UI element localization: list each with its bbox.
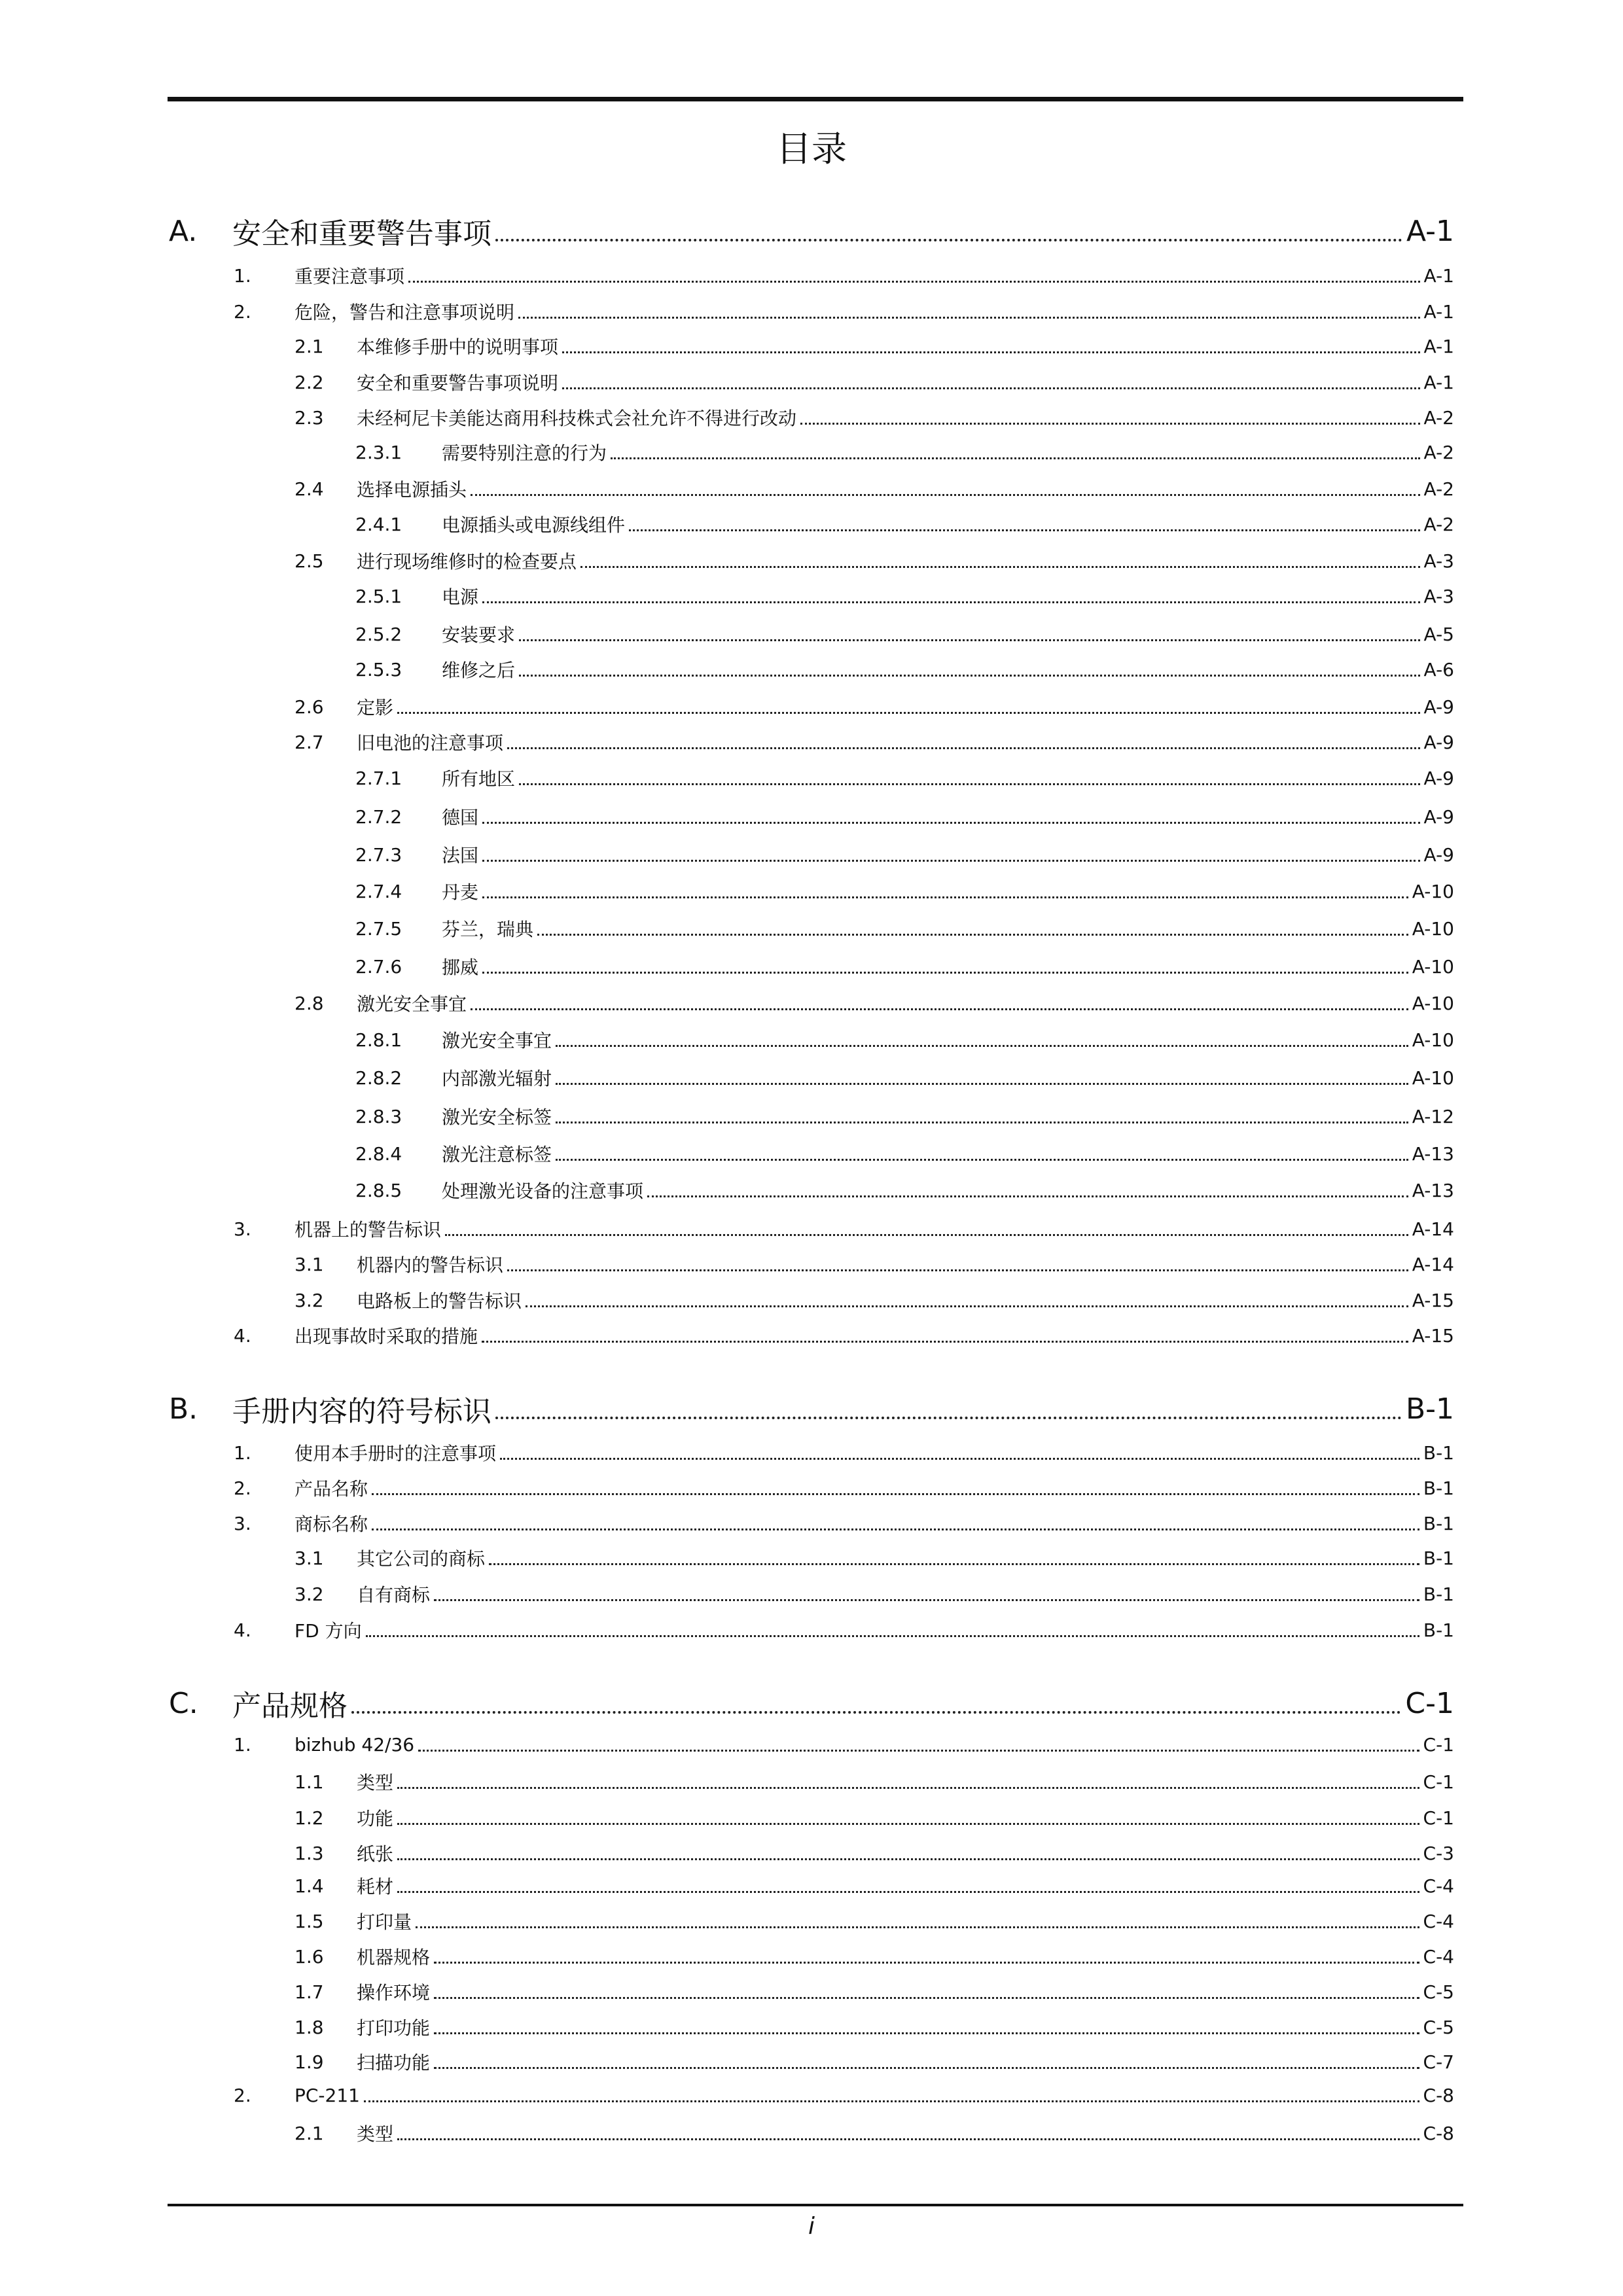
toc-entry[interactable] — [0, 1099, 1623, 1133]
toc-entry-page: A-6 — [1423, 658, 1454, 680]
dot-leader — [629, 529, 1420, 531]
toc-entry-title: 机器规格 — [357, 1947, 431, 1968]
dot-leader — [397, 1823, 1419, 1825]
toc-chapter[interactable] — [0, 1680, 1623, 1726]
toc-entry-page: A-13 — [1412, 1142, 1454, 1165]
toc-entry-number: 2.5.2 — [355, 623, 402, 645]
dot-leader — [507, 1269, 1408, 1271]
dot-leader — [434, 1599, 1419, 1601]
toc-entry-number: 2.5.1 — [355, 585, 402, 607]
toc-entry[interactable] — [0, 1869, 1623, 1903]
toc-entry-page: A-9 — [1423, 731, 1454, 753]
dot-leader — [489, 1563, 1419, 1565]
dot-leader — [482, 896, 1408, 898]
toc-entry-title: 激光安全标签 — [442, 1106, 552, 1128]
toc-entry-number: 2.8.2 — [355, 1067, 402, 1089]
toc-entry-title: 法国 — [442, 845, 479, 866]
dot-leader — [519, 639, 1420, 641]
toc-entry-page: C-4 — [1423, 1945, 1454, 1968]
toc-entry-number: 1.5 — [294, 1910, 324, 1932]
toc-entry[interactable] — [0, 258, 1623, 292]
top-rule — [168, 97, 1463, 101]
toc-entry-page: B-1 — [1423, 1477, 1454, 1499]
toc-entry-title: 旧电池的注意事项 — [357, 732, 504, 754]
dot-leader — [397, 1787, 1419, 1789]
toc-entry-page: C-4 — [1423, 1875, 1454, 1897]
toc-entry-page: A-14 — [1412, 1218, 1454, 1240]
toc-entry-page: A-15 — [1412, 1324, 1454, 1347]
dot-leader — [434, 1997, 1419, 1999]
toc-entry-number: 2.8.3 — [355, 1105, 402, 1127]
toc-entry-title: 电路板上的警告标识 — [357, 1290, 522, 1312]
dot-leader — [519, 783, 1420, 785]
dot-leader — [416, 1926, 1419, 1928]
toc-entry-title: 丹麦 — [442, 881, 479, 903]
dot-leader — [482, 601, 1420, 603]
toc-entry-page: B-1 — [1423, 1512, 1454, 1534]
toc-entry-page: A-9 — [1423, 805, 1454, 828]
toc-entry-title: 操作环境 — [357, 1982, 431, 2004]
toc-entry[interactable] — [0, 1801, 1623, 1835]
toc-entry-number: 2.7.2 — [355, 805, 402, 828]
toc-entry-title: 其它公司的商标 — [357, 1548, 486, 1570]
toc-entry-page: C-3 — [1423, 1842, 1454, 1864]
toc-entry-page: A-2 — [1423, 441, 1454, 463]
toc-entry-page: A-2 — [1423, 406, 1454, 429]
dot-leader — [397, 1891, 1419, 1893]
dot-leader — [482, 822, 1420, 824]
toc-entry-page: A-15 — [1412, 1289, 1454, 1311]
dot-leader — [537, 934, 1408, 936]
toc-entry-title: 打印功能 — [357, 2017, 431, 2039]
page-title: 目录 — [776, 128, 847, 169]
toc-entry-number: 2.8 — [294, 992, 324, 1014]
toc-entry-title: 纸张 — [357, 1843, 394, 1865]
toc-entry[interactable] — [0, 1023, 1623, 1057]
toc-entry-page: A-3 — [1423, 550, 1454, 572]
toc-entry-title: 重要注意事项 — [294, 266, 405, 287]
toc-entry-number: 1. — [234, 264, 251, 287]
toc-entry[interactable] — [0, 911, 1623, 945]
toc-entry[interactable] — [0, 1247, 1623, 1281]
toc-entry-page: B-1 — [1423, 1547, 1454, 1569]
toc-entry-page: A-14 — [1412, 1253, 1454, 1275]
toc-entry[interactable] — [0, 2045, 1623, 2079]
toc-entry-number: 1. — [234, 1441, 251, 1464]
toc-entry-page: C-4 — [1423, 1910, 1454, 1932]
dot-leader — [611, 457, 1420, 459]
toc-entry-page: C-7 — [1423, 2051, 1454, 2073]
dot-leader — [434, 1962, 1419, 1964]
toc-entry-page: C-1 — [1423, 1771, 1454, 1793]
toc-entry-number: 4. — [234, 1619, 251, 1641]
toc-entry-number: 2.7 — [294, 731, 324, 753]
toc-entry[interactable] — [0, 1975, 1623, 2009]
toc-entry[interactable] — [0, 949, 1623, 983]
toc-entry-number: 2.4.1 — [355, 513, 402, 535]
dot-leader — [495, 1417, 1402, 1419]
toc-entry-page: A-1 — [1423, 371, 1454, 393]
toc-entry-title: 维修之后 — [442, 660, 516, 681]
dot-leader — [800, 423, 1420, 425]
toc-entry[interactable] — [0, 1283, 1623, 1317]
dot-leader — [507, 747, 1420, 749]
toc-entry[interactable] — [0, 1471, 1623, 1505]
dot-leader — [397, 2138, 1419, 2140]
dot-leader — [364, 2100, 1419, 2102]
toc-entry-title: 扫描功能 — [357, 2052, 431, 2074]
toc-entry-title: 产品规格 — [232, 1689, 348, 1723]
toc-entry[interactable] — [0, 329, 1623, 363]
toc-entry[interactable] — [0, 2010, 1623, 2044]
toc-entry-page: A-1 — [1423, 264, 1454, 287]
toc-entry-number: 3. — [234, 1218, 251, 1240]
toc-entry-number: 2.7.5 — [355, 917, 402, 940]
toc-entry-number: 1.3 — [294, 1842, 324, 1864]
toc-entry-page: A-10 — [1412, 880, 1454, 902]
toc-entry[interactable] — [0, 365, 1623, 399]
toc-entry[interactable] — [0, 472, 1623, 506]
toc-entry[interactable] — [0, 544, 1623, 578]
toc-chapter[interactable] — [0, 1386, 1623, 1432]
toc-entry-number: 3. — [234, 1512, 251, 1534]
toc-entry-number: 1.6 — [294, 1945, 324, 1968]
toc-entry[interactable] — [0, 800, 1623, 834]
dot-leader — [351, 1711, 1401, 1714]
dot-leader — [397, 1858, 1419, 1860]
toc-entry[interactable] — [0, 1137, 1623, 1171]
toc-entry-number: 2. — [234, 1477, 251, 1499]
toc-entry-page: C-1 — [1405, 1686, 1454, 1720]
toc-entry[interactable] — [0, 1436, 1623, 1470]
dot-leader — [445, 1234, 1408, 1236]
toc-entry[interactable] — [0, 435, 1623, 469]
toc-entry-page: C-8 — [1423, 2084, 1454, 2106]
dot-leader — [500, 1458, 1419, 1460]
toc-chapter[interactable] — [0, 208, 1623, 254]
toc-entry-title: 激光安全事宜 — [357, 993, 467, 1015]
toc-entry-title: FD 方向 — [294, 1620, 362, 1642]
toc-entry[interactable] — [0, 1212, 1623, 1246]
toc-entry[interactable] — [0, 874, 1623, 908]
toc-entry-title: 手册内容的符号标识 — [232, 1395, 491, 1428]
toc-entry-page: C-5 — [1423, 2016, 1454, 2038]
toc-entry-title: 所有地区 — [442, 768, 516, 790]
toc-entry-title: 机器上的警告标识 — [294, 1219, 442, 1241]
toc-entry-number: C. — [169, 1686, 198, 1720]
toc-entry-page: A-1 — [1423, 335, 1454, 357]
toc-entry-page: C-1 — [1423, 1807, 1454, 1829]
toc-entry[interactable] — [0, 579, 1623, 613]
dot-leader — [518, 317, 1420, 319]
toc-entry-title: 选择电源插头 — [357, 479, 467, 501]
toc-entry-number: 2.6 — [294, 696, 324, 718]
dot-leader — [556, 1159, 1408, 1161]
toc-entry[interactable] — [0, 986, 1623, 1020]
toc-entry-title: 自有商标 — [357, 1584, 431, 1606]
toc-entry-page: A-10 — [1412, 1067, 1454, 1089]
toc-entry-title: 激光注意标签 — [442, 1144, 552, 1165]
toc-entry-page: A-9 — [1423, 696, 1454, 718]
dot-leader — [397, 712, 1420, 714]
toc-entry-title: 打印量 — [357, 1911, 412, 1933]
dot-leader — [434, 2067, 1419, 2069]
toc-entry-number: A. — [169, 214, 198, 248]
dot-leader — [580, 566, 1420, 568]
toc-entry[interactable] — [0, 838, 1623, 872]
toc-entry-number: 2.4 — [294, 478, 324, 500]
dot-leader — [471, 494, 1420, 496]
toc-entry-page: A-9 — [1423, 843, 1454, 866]
toc-entry-number: 4. — [234, 1324, 251, 1347]
dot-leader — [434, 2032, 1419, 2034]
toc-entry-number: 2.5 — [294, 550, 324, 572]
toc-entry-title: 挪威 — [442, 957, 479, 978]
toc-entry[interactable] — [0, 1541, 1623, 1575]
toc-entry-title: 电源 — [442, 586, 479, 608]
toc-entry-page: B-1 — [1423, 1441, 1454, 1464]
dot-leader — [372, 1528, 1419, 1530]
toc-entry-page: B-1 — [1423, 1619, 1454, 1641]
toc-entry-page: C-5 — [1423, 1981, 1454, 2003]
page-number: i — [808, 2213, 815, 2240]
toc-entry-number: 2.7.4 — [355, 880, 402, 902]
toc-entry-page: A-9 — [1423, 767, 1454, 789]
toc-entry-number: 1. — [234, 1733, 251, 1756]
toc-entry-number: 2.1 — [294, 2122, 324, 2144]
toc-entry-number: 1.2 — [294, 1807, 324, 1829]
toc-entry-number: 2.7.3 — [355, 843, 402, 866]
toc-entry-page: A-12 — [1412, 1105, 1454, 1127]
toc-entry[interactable] — [0, 1173, 1623, 1207]
toc-entry[interactable] — [0, 1577, 1623, 1611]
toc-entry-title: 电源插头或电源线组件 — [442, 514, 626, 536]
toc-entry-title: 德国 — [442, 807, 479, 828]
toc-entry-page: A-10 — [1412, 955, 1454, 978]
dot-leader — [556, 1083, 1408, 1085]
toc-entry-number: 2. — [234, 300, 251, 323]
toc-entry[interactable] — [0, 400, 1623, 434]
dot-leader — [366, 1635, 1419, 1637]
toc-entry-title: 芬兰，瑞典 — [442, 919, 534, 940]
toc-entry[interactable] — [0, 2078, 1623, 2112]
toc-entry-page: A-5 — [1423, 623, 1454, 645]
toc-entry-title: 处理激光设备的注意事项 — [442, 1180, 644, 1202]
toc-entry-title: 安装要求 — [442, 624, 516, 646]
toc-entry[interactable] — [0, 1904, 1623, 1938]
toc-entry-page: A-10 — [1412, 1029, 1454, 1051]
dot-leader — [482, 972, 1408, 974]
dot-leader — [482, 860, 1420, 862]
dot-leader — [408, 281, 1420, 283]
dot-leader — [482, 1341, 1408, 1343]
dot-leader — [526, 1305, 1408, 1307]
toc-entry-title: 机器内的警告标识 — [357, 1254, 504, 1276]
dot-leader — [647, 1195, 1408, 1197]
toc-entry-number: 3.2 — [294, 1583, 324, 1605]
toc-entry-title: bizhub 42/36 — [294, 1733, 415, 1756]
toc-entry-page: A-13 — [1412, 1179, 1454, 1201]
toc-entry-title: 类型 — [357, 1772, 394, 1793]
toc-entry-title: 危险，警告和注意事项说明 — [294, 302, 515, 323]
toc-entry-number: 2.8.5 — [355, 1179, 402, 1201]
toc-entry-number: 3.2 — [294, 1289, 324, 1311]
toc-entry-title: 未经柯尼卡美能达商用科技株式会社允许不得进行改动 — [357, 408, 797, 429]
toc-entry-title: 进行现场维修时的检查要点 — [357, 551, 577, 573]
dot-leader — [372, 1493, 1419, 1495]
toc-entry-page: A-2 — [1423, 478, 1454, 500]
toc-entry-number: 2.8.1 — [355, 1029, 402, 1051]
toc-entry-page: C-1 — [1423, 1733, 1454, 1756]
toc-entry[interactable] — [0, 1318, 1623, 1352]
toc-entry-page: A-2 — [1423, 513, 1454, 535]
toc-entry[interactable] — [0, 1613, 1623, 1647]
toc-entry-title: 产品名称 — [294, 1478, 368, 1500]
toc-entry-title: 出现事故时采取的措施 — [294, 1326, 478, 1347]
toc-entry[interactable] — [0, 2116, 1623, 2150]
toc-entry-number: 2.2 — [294, 371, 324, 393]
dot-leader — [418, 1750, 1419, 1752]
toc-entry-number: 3.1 — [294, 1547, 324, 1569]
toc-entry[interactable] — [0, 1506, 1623, 1540]
toc-entry[interactable] — [0, 1727, 1623, 1761]
toc-entry[interactable] — [0, 1061, 1623, 1095]
toc-entry-number: 2.7.1 — [355, 767, 402, 789]
toc-entry-number: 2.5.3 — [355, 658, 402, 680]
dot-leader — [471, 1008, 1408, 1010]
toc-entry-title: 激光安全事宜 — [442, 1030, 552, 1051]
toc-entry-title: 内部激光辐射 — [442, 1068, 552, 1089]
toc-entry-number: 1.8 — [294, 2016, 324, 2038]
toc-entry-title: 功能 — [357, 1808, 394, 1829]
toc-entry-page: A-1 — [1423, 300, 1454, 323]
toc-entry[interactable] — [0, 507, 1623, 541]
toc-entry[interactable] — [0, 725, 1623, 759]
toc-entry[interactable] — [0, 652, 1623, 686]
toc-entry-number: 1.1 — [294, 1771, 324, 1793]
toc-entry-number: 2.7.6 — [355, 955, 402, 978]
toc-entry-page: A-10 — [1412, 917, 1454, 940]
toc-entry-page: A-1 — [1406, 214, 1454, 248]
toc-entry[interactable] — [0, 294, 1623, 328]
toc-entry-number: 3.1 — [294, 1253, 324, 1275]
toc-entry-title: 定影 — [357, 697, 394, 718]
toc-entry-page: B-1 — [1405, 1392, 1454, 1426]
toc-entry-number: 1.4 — [294, 1875, 324, 1897]
toc-entry-title: 使用本手册时的注意事项 — [294, 1443, 497, 1464]
bottom-rule — [168, 2204, 1463, 2206]
toc-entry[interactable] — [0, 690, 1623, 724]
toc-entry-number: 2.3.1 — [355, 441, 402, 463]
toc-entry-number: B. — [169, 1392, 198, 1426]
dot-leader — [556, 1045, 1408, 1047]
dot-leader — [562, 351, 1420, 353]
toc-entry-page: B-1 — [1423, 1583, 1454, 1605]
toc-entry-number: 1.7 — [294, 1981, 324, 2003]
toc-entry-title: 商标名称 — [294, 1513, 368, 1535]
toc-entry-number: 2.3 — [294, 406, 324, 429]
toc-entry-title: 耗材 — [357, 1876, 394, 1898]
dot-leader — [562, 387, 1420, 389]
toc-entry-number: 2. — [234, 2084, 251, 2106]
dot-leader — [519, 675, 1420, 677]
toc-entry[interactable] — [0, 761, 1623, 795]
toc-entry[interactable] — [0, 1836, 1623, 1870]
toc-entry-title: 需要特别注意的行为 — [442, 442, 607, 464]
toc-entry[interactable] — [0, 1939, 1623, 1973]
toc-entry[interactable] — [0, 1765, 1623, 1799]
toc-entry-title: PC-211 — [294, 2084, 360, 2106]
toc-entry-title: 安全和重要警告事项 — [232, 217, 491, 251]
toc-entry-number: 2.8.4 — [355, 1142, 402, 1165]
toc-entry-page: A-10 — [1412, 992, 1454, 1014]
toc-entry-number: 1.9 — [294, 2051, 324, 2073]
dot-leader — [556, 1122, 1408, 1123]
toc-entry[interactable] — [0, 617, 1623, 651]
toc-entry-number: 2.1 — [294, 335, 324, 357]
toc-entry-page: A-3 — [1423, 585, 1454, 607]
dot-leader — [495, 239, 1402, 241]
toc-entry-page: C-8 — [1423, 2122, 1454, 2144]
toc-entry-title: 安全和重要警告事项说明 — [357, 372, 559, 394]
toc-entry-title: 类型 — [357, 2123, 394, 2145]
toc-entry-title: 本维修手册中的说明事项 — [357, 336, 559, 358]
